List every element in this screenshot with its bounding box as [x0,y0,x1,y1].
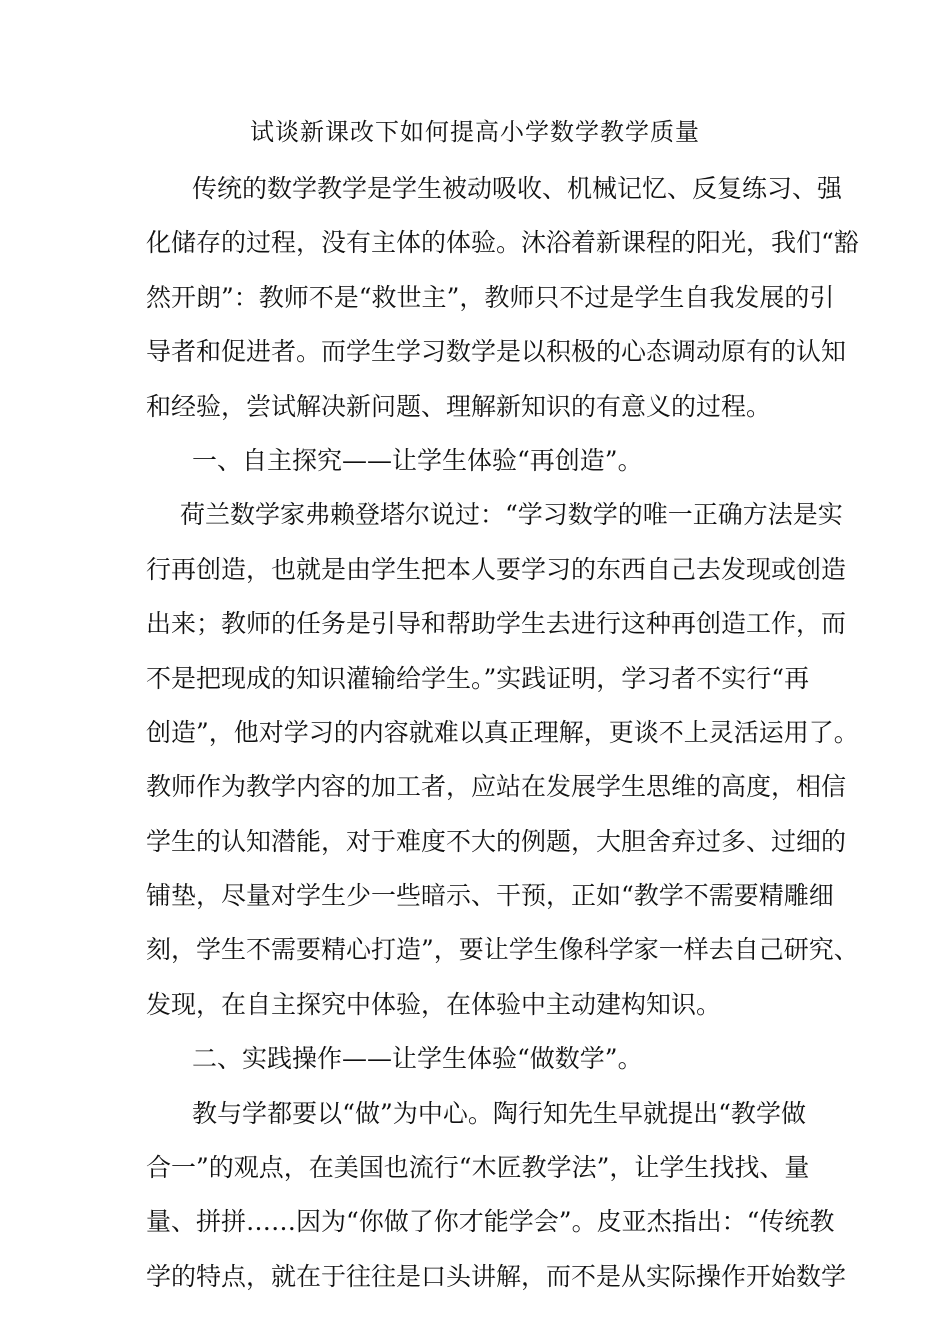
paragraph-line: 发现，在自主探究中体验，在体验中主动建构知识。 [146,989,722,1019]
paragraph-line: 和经验，尝试解决新问题、理解新知识的有意义的过程。 [146,391,772,421]
paragraph-line: 教师作为教学内容的加工者，应站在发展学生思维的高度，相信 [146,772,847,802]
document-title: 试谈新课改下如何提高小学数学教学质量 [250,118,700,146]
document-body [146,162,859,1304]
paragraph-line: 行再创造，也就是由学生把本人要学习的东西自己去发现或创造 [146,554,847,584]
paragraph-line: 导者和促进者。而学生学习数学是以积极的心态调动原有的认知 [146,337,847,367]
paragraph-line: 教与学都要以“做”为中心。陶行知先生早就提出“教学做 [192,1098,806,1128]
paragraph-line: 刻，学生不需要精心打造”，要让学生像科学家一样去自己研究、 [146,935,859,965]
paragraph-line: 学生的认知潜能，对于难度不大的例题，大胆舍弃过多、过细的 [146,826,847,856]
section-heading-1: 一、自主探究——让学生体验“再创造”。 [192,445,643,475]
section-heading-2: 二、实践操作——让学生体验“做数学”。 [192,1044,643,1074]
paragraph-line: 传统的数学教学是学生被动吸收、机械记忆、反复练习、强 [192,174,843,203]
paragraph-line: 铺垫，尽量对学生少一些暗示、干预，正如“教学不需要精雕细 [146,881,834,911]
paragraph-line: 荷兰数学家弗赖登塔尔说过：“学习数学的唯一正确方法是实 [180,500,843,530]
paragraph-line: 量、拼拼……因为“你做了你才能学会”。皮亚杰指出：“传统教 [146,1207,835,1237]
paragraph-line: 学的特点，就在于往往是口头讲解，而不是从实际操作开始数学 [146,1261,847,1291]
paragraph-line: 合一”的观点，在美国也流行“木匠教学法”，让学生找找、量 [146,1153,810,1183]
paragraph-line: 然开朗”：教师不是“救世主”，教师只不过是学生自我发展的引 [146,282,835,312]
paragraph-line: 化储存的过程，没有主体的体验。沐浴着新课程的阳光，我们“豁 [146,228,859,258]
paragraph-line: 出来；教师的任务是引导和帮助学生去进行这种再创造工作，而 [146,609,847,639]
paragraph-line: 创造”，他对学习的内容就难以真正理解，更谈不上灵活运用了。 [146,717,859,747]
paragraph-line: 不是把现成的知识灌输给学生。”实践证明，学习者不实行“再 [146,663,810,693]
